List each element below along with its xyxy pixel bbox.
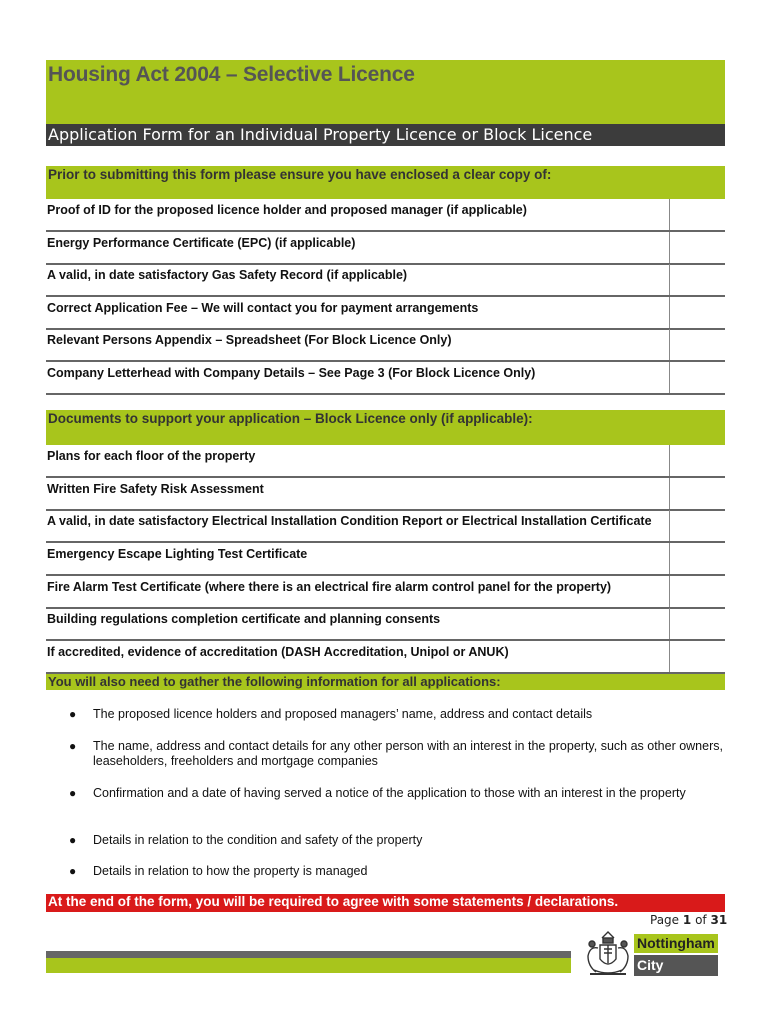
checklist-row	[46, 199, 725, 232]
document-item-label: If accredited, evidence of accreditation (DASH Accreditation, Unipol or ANUK)	[47, 645, 509, 659]
document-row	[46, 608, 725, 641]
document-row	[46, 478, 725, 511]
checklist-tick-box[interactable]	[669, 362, 725, 393]
council-crest-icon	[582, 930, 634, 978]
section2-heading: Documents to support your application – Block Licence only (if applicable):	[48, 411, 533, 426]
bullet-icon: ●	[69, 864, 77, 878]
document-item-label: Plans for each floor of the property	[47, 449, 256, 463]
title-band	[46, 60, 725, 124]
bullet-icon: ●	[69, 833, 77, 847]
document-tick-box[interactable]	[669, 641, 725, 672]
document-tick-box[interactable]	[669, 543, 725, 574]
document-tick-box[interactable]	[669, 576, 725, 607]
checklist-item-label: Energy Performance Certificate (EPC) (if applicable)	[47, 236, 356, 250]
declaration-warning-banner	[46, 894, 725, 912]
council-logo-line1: Nottingham	[634, 934, 718, 953]
subtitle-band	[46, 124, 725, 146]
checklist-row	[46, 264, 725, 297]
checklist-item-label: Proof of ID for the proposed licence holder and proposed manager (if applicable)	[47, 203, 527, 217]
document-item-label: Building regulations completion certificate and planning consents	[47, 612, 441, 626]
council-logo-line2: City Council	[634, 955, 718, 976]
document-item-label: Written Fire Safety Risk Assessment	[47, 482, 264, 496]
document-item-label: A valid, in date satisfactory Electrical Installation Condition Report or Electrical Installation Certificate	[47, 514, 652, 528]
bullet-icon: ●	[69, 739, 77, 753]
checklist-item-label: Relevant Persons Appendix – Spreadsheet (For Block Licence Only)	[47, 333, 452, 347]
checklist-row	[46, 329, 725, 362]
checklist-row	[46, 297, 725, 330]
section1-heading: Prior to submitting this form please ensure you have enclosed a clear copy of:	[48, 167, 552, 182]
checklist-tick-box[interactable]	[669, 199, 725, 230]
checklist-tick-box[interactable]	[669, 264, 725, 295]
document-row	[46, 641, 725, 674]
gather-heading-band	[46, 674, 725, 690]
footer-gray-bar	[46, 951, 571, 958]
section2-heading-band	[46, 410, 725, 445]
document-tick-box[interactable]	[669, 445, 725, 476]
checklist-item-label: Correct Application Fee – We will contact you for payment arrangements	[47, 301, 479, 315]
document-item-label: Fire Alarm Test Certificate (where there is an electrical fire alarm control panel for the property)	[47, 580, 612, 594]
document-tick-box[interactable]	[669, 478, 725, 509]
section1-heading-band	[46, 166, 725, 199]
gather-heading: You will also need to gather the following information for all applications:	[48, 674, 501, 689]
checklist-item-label: A valid, in date satisfactory Gas Safety Record (if applicable)	[47, 268, 408, 282]
page-number: Page 1 of 31	[650, 913, 728, 927]
document-tick-box[interactable]	[669, 608, 725, 639]
checklist-row	[46, 232, 725, 265]
document-row	[46, 510, 725, 543]
bullet-icon: ●	[69, 786, 77, 800]
footer-green-bar	[46, 958, 571, 973]
checklist-tick-box[interactable]	[669, 232, 725, 263]
document-row	[46, 445, 725, 478]
checklist-item-label: Company Letterhead with Company Details – See Page 3 (For Block Licence Only)	[47, 366, 536, 380]
document-row	[46, 576, 725, 609]
document-title: Housing Act 2004 – Selective Licence	[48, 63, 415, 86]
document-row	[46, 543, 725, 576]
document-tick-box[interactable]	[669, 510, 725, 541]
checklist-tick-box[interactable]	[669, 329, 725, 360]
document-subtitle: Application Form for an Individual Property Licence or Block Licence	[48, 125, 593, 144]
checklist-tick-box[interactable]	[669, 297, 725, 328]
document-item-label: Emergency Escape Lighting Test Certificate	[47, 547, 308, 561]
checklist-row	[46, 362, 725, 395]
declaration-warning-text: At the end of the form, you will be required to agree with some statements / declarations.	[48, 894, 619, 909]
bullet-icon: ●	[69, 707, 77, 721]
